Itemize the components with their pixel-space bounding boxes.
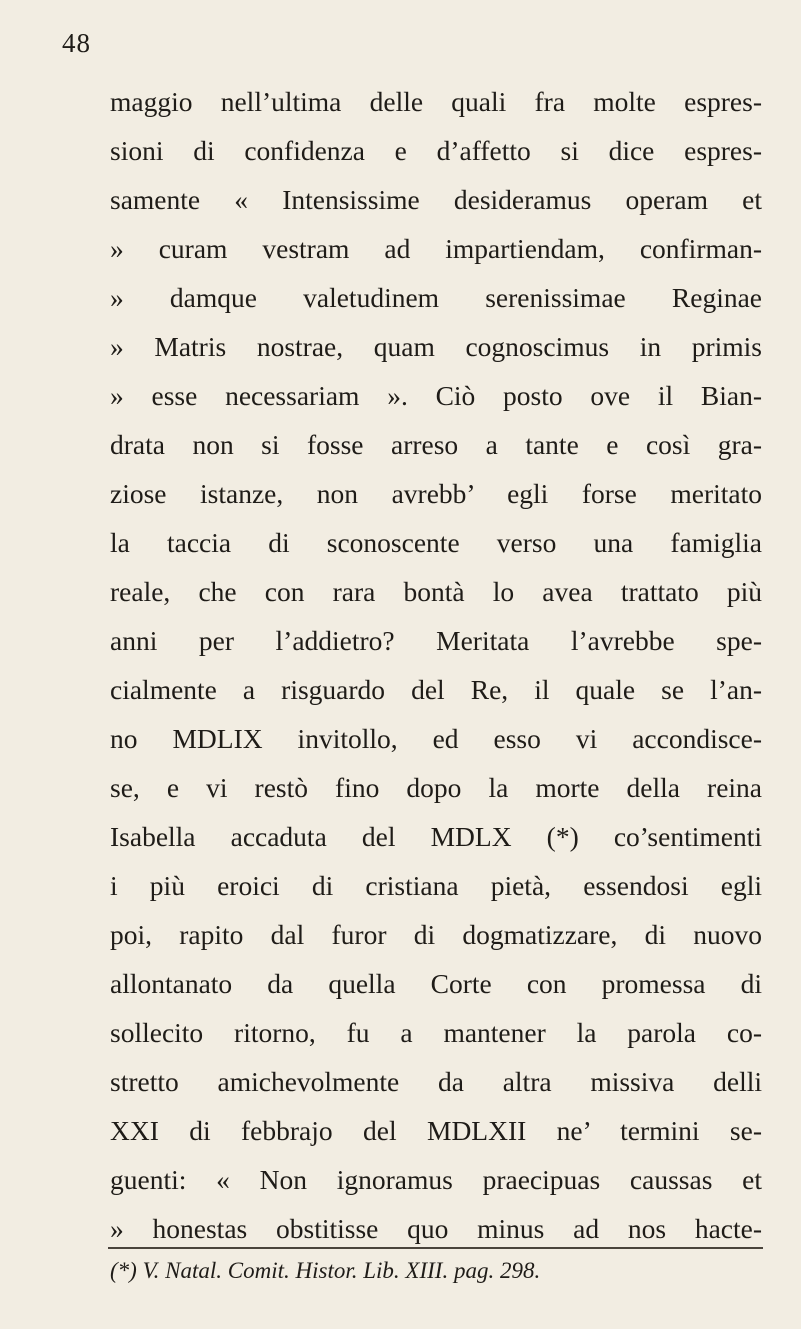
text-line: reale, che con rara bontà lo avea trattato più [110,576,762,607]
text-line: » honestas obstitisse quo minus ad nos hacte- [110,1213,762,1244]
text-line: sioni di confidenza e d’affetto si dice espres- [110,135,762,166]
text-line: Isabella accaduta del MDLX (*) co’sentimenti [110,821,762,852]
body-text [110,77,762,1253]
text-line: XXI di febbrajo del MDLXII ne’ termini se- [110,1115,762,1146]
text-line: » damque valetudinem serenissimae Reginae [110,282,762,313]
text-line: guenti: « Non ignoramus praecipuas caussas et [110,1164,762,1195]
text-line: anni per l’addietro? Meritata l’avrebbe spe- [110,625,762,656]
text-line: stretto amichevolmente da altra missiva delli [110,1066,762,1097]
page-number: 48 [62,28,91,58]
text-line: » curam vestram ad impartiendam, confirman- [110,233,762,264]
footnote: (*) V. Natal. Comit. Histor. Lib. XIII. pag. 298. [110,1258,541,1283]
text-line: maggio nell’ultima delle quali fra molte espres- [110,86,762,117]
footnote-divider [108,1247,763,1249]
text-line: la taccia di sconoscente verso una famiglia [110,527,762,558]
text-line: » Matris nostrae, quam cognoscimus in primis [110,331,762,362]
text-line: sollecito ritorno, fu a mantener la parola co- [110,1017,762,1048]
text-line: no MDLIX invitollo, ed esso vi accondisce- [110,723,762,754]
text-line: ziose istanze, non avrebb’ egli forse meritato [110,478,762,509]
text-line: poi, rapito dal furor di dogmatizzare, di nuovo [110,919,762,950]
text-line: » esse necessariam ». Ciò posto ove il Bian- [110,380,762,411]
text-line: cialmente a risguardo del Re, il quale se l’an- [110,674,762,705]
text-line: allontanato da quella Corte con promessa di [110,968,762,999]
text-line: samente « Intensissime desideramus operam et [110,184,762,215]
text-line: i più eroici di cristiana pietà, essendosi egli [110,870,762,901]
text-line: drata non si fosse arreso a tante e così gra- [110,429,762,460]
text-line: se, e vi restò fino dopo la morte della reina [110,772,762,803]
